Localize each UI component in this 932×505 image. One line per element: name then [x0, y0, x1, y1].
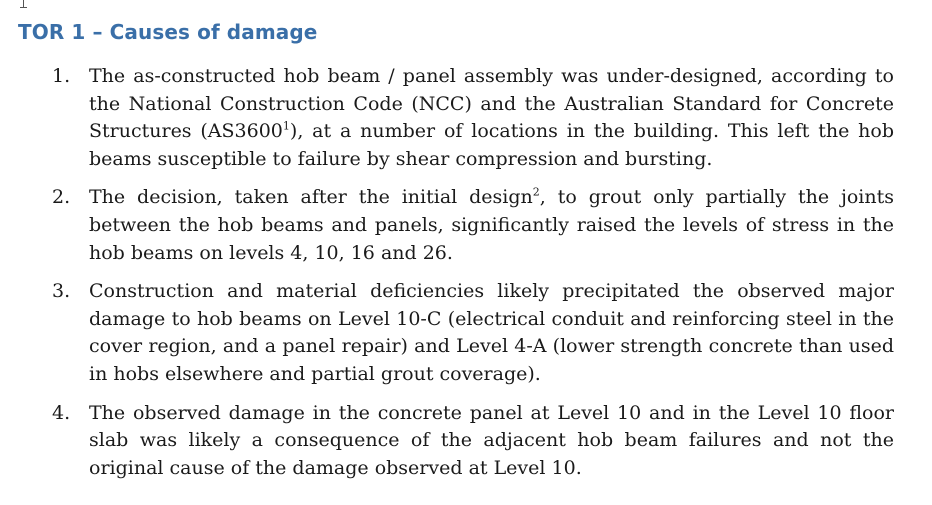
item-text: The observed damage in the concrete panel at Level 10 and in the Level 10 floor slab was likely a consequence of the adjacent hob beam failures and not the original cause of the damage observed at Level 10. — [89, 401, 894, 479]
item-text: Construction and material deficiencies likely precipitated the observed major damage to hob beams on Level 10-C (electrical conduit and reinforcing steel in the cover region, and a panel repair) and Level 4-A (lower strength concrete than used in hobs elsewhere and partial grout coverage). — [89, 280, 894, 385]
footnote-ref[interactable]: 2 — [532, 186, 540, 200]
footnote-ref[interactable]: 1 — [282, 119, 290, 133]
section-heading: TOR 1 – Causes of damage — [18, 20, 318, 44]
item-number: 3. — [52, 280, 71, 303]
item-text: The decision, taken after the initial design$^2$, to grout only partially the joints between the hob beams and panels, significantly raised the levels of stress in the hob beams on levels 4, 10, 16 and 26. — [89, 186, 894, 264]
list-item — [52, 63, 894, 173]
item-number: 1. — [52, 65, 71, 87]
item-number: 2. — [52, 186, 71, 209]
list-item — [52, 400, 894, 483]
item-number: 4. — [52, 401, 71, 424]
findings-list — [52, 63, 894, 493]
item-text: The as-constructed hob beam / panel assembly was under-designed, according to the National Construction Code (NCC) and the Australian Standard for Concrete Structures (AS3600$^1$), at a number of locations in the building. This left the hob beams susceptible to failure by shear compression and bursting. — [89, 65, 894, 170]
list-item — [52, 184, 894, 267]
list-item — [52, 278, 894, 388]
text-cursor-icon — [20, 0, 27, 8]
